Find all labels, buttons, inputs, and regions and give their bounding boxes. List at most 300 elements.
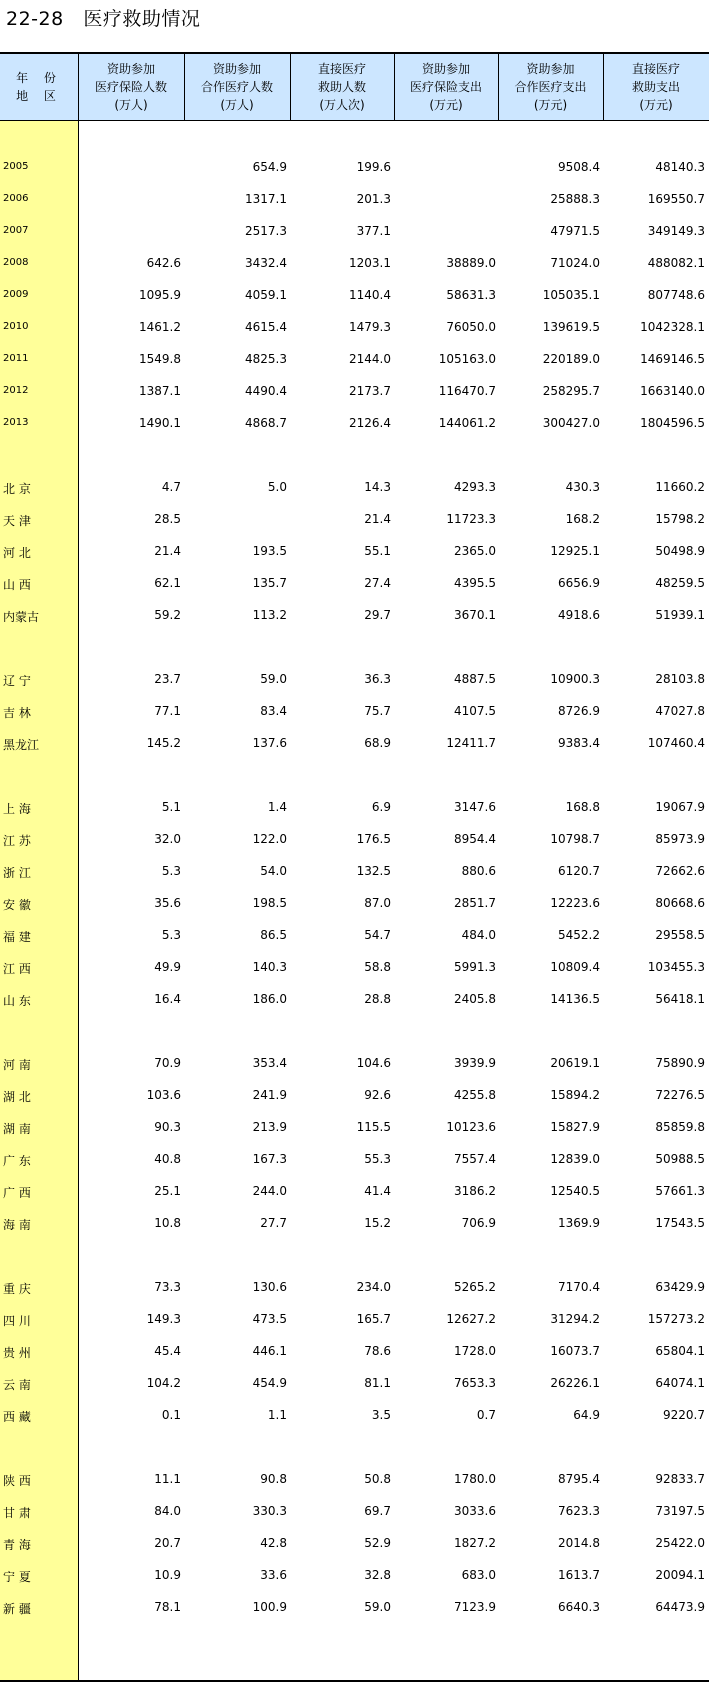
row-label: 江 西	[3, 962, 31, 976]
table-row	[0, 315, 709, 341]
cell-col-4: 1827.2	[454, 1536, 496, 1550]
cell-col-3: 58.8	[364, 960, 391, 974]
header-col-6-line-1: 直接医疗	[631, 62, 680, 76]
header-col-4-line-1: 资助参加	[421, 62, 470, 76]
row-label: 福 建	[3, 930, 31, 944]
row-label: 青 海	[3, 1538, 31, 1552]
cell-col-2: 27.7	[260, 1216, 287, 1230]
cell-col-6: 29558.5	[655, 928, 705, 942]
cell-col-4: 4887.5	[454, 672, 496, 686]
row-label: 河 北	[3, 546, 31, 560]
cell-col-4: 144061.2	[438, 416, 496, 430]
cell-col-3: 176.5	[356, 832, 391, 846]
cell-col-2: 137.6	[252, 736, 287, 750]
cell-col-5: 6656.9	[558, 576, 600, 590]
cell-col-2: 4059.1	[245, 288, 287, 302]
row-label: 重 庆	[3, 1282, 31, 1296]
table-row	[0, 379, 709, 405]
table-row	[0, 347, 709, 373]
cell-col-3: 132.5	[356, 864, 391, 878]
header-col-2	[184, 54, 290, 120]
table-row	[0, 699, 709, 725]
cell-col-3: 32.8	[364, 1568, 391, 1582]
cell-col-2: 1.4	[267, 800, 287, 814]
cell-col-2: 100.9	[252, 1600, 287, 1614]
header-col-5	[498, 54, 603, 120]
header-col-5-unit: (万元)	[533, 98, 568, 112]
cell-col-1: 1549.8	[139, 352, 181, 366]
cell-col-1: 32.0	[154, 832, 181, 846]
cell-col-2: 54.0	[260, 864, 287, 878]
cell-col-5: 8795.4	[558, 1472, 600, 1486]
cell-col-4: 76050.0	[446, 320, 496, 334]
table-row	[0, 187, 709, 213]
cell-col-1: 21.4	[154, 544, 181, 558]
row-label: 2009	[3, 289, 29, 300]
column-divider	[290, 54, 291, 120]
row-label: 2013	[3, 417, 29, 428]
cell-col-2: 1.1	[267, 1408, 287, 1422]
row-label: 辽 宁	[3, 674, 31, 688]
cell-col-6: 349149.3	[647, 224, 705, 238]
cell-col-3: 41.4	[364, 1184, 391, 1198]
table-row	[0, 219, 709, 245]
header-col-6-line-2: 救助支出	[631, 80, 680, 94]
cell-col-1: 16.4	[154, 992, 181, 1006]
row-label: 2011	[3, 353, 29, 364]
cell-col-4: 4293.3	[454, 480, 496, 494]
cell-col-3: 2144.0	[349, 352, 391, 366]
header-col-3-line-1: 直接医疗	[317, 62, 366, 76]
cell-col-1: 103.6	[146, 1088, 181, 1102]
cell-col-2: 654.9	[252, 160, 287, 174]
cell-col-3: 14.3	[364, 480, 391, 494]
cell-col-1: 145.2	[146, 736, 181, 750]
cell-col-1: 28.5	[154, 512, 181, 526]
cell-col-5: 5452.2	[558, 928, 600, 942]
cell-col-3: 92.6	[364, 1088, 391, 1102]
row-label: 上 海	[3, 802, 31, 816]
cell-col-4: 5265.2	[454, 1280, 496, 1294]
cell-col-1: 10.9	[154, 1568, 181, 1582]
table-row	[0, 155, 709, 181]
header-region-label: 地 区	[16, 89, 62, 103]
cell-col-6: 80668.6	[655, 896, 705, 910]
cell-col-6: 64074.1	[655, 1376, 705, 1390]
cell-col-6: 48140.3	[655, 160, 705, 174]
cell-col-5: 2014.8	[558, 1536, 600, 1550]
cell-col-1: 1095.9	[139, 288, 181, 302]
cell-col-4: 10123.6	[446, 1120, 496, 1134]
cell-col-4: 116470.7	[438, 384, 496, 398]
table-row	[0, 1051, 709, 1077]
row-label: 西 藏	[3, 1410, 31, 1424]
row-label: 天 津	[3, 514, 31, 528]
cell-col-5: 47971.5	[550, 224, 600, 238]
cell-col-4: 3939.9	[454, 1056, 496, 1070]
cell-col-1: 90.3	[154, 1120, 181, 1134]
cell-col-2: 4490.4	[245, 384, 287, 398]
table-row	[0, 1403, 709, 1429]
cell-col-2: 241.9	[252, 1088, 287, 1102]
cell-col-5: 20619.1	[550, 1056, 600, 1070]
cell-col-2: 4868.7	[245, 416, 287, 430]
cell-col-3: 69.7	[364, 1504, 391, 1518]
table-row	[0, 539, 709, 565]
table-row	[0, 859, 709, 885]
cell-col-2: 90.8	[260, 1472, 287, 1486]
row-label: 吉 林	[3, 706, 31, 720]
row-label: 湖 南	[3, 1122, 31, 1136]
cell-col-3: 201.3	[356, 192, 391, 206]
cell-col-1: 59.2	[154, 608, 181, 622]
row-label: 陕 西	[3, 1474, 31, 1488]
row-label: 广 东	[3, 1154, 31, 1168]
cell-col-4: 2405.8	[454, 992, 496, 1006]
cell-col-2: 1317.1	[245, 192, 287, 206]
cell-col-3: 54.7	[364, 928, 391, 942]
cell-col-6: 65804.1	[655, 1344, 705, 1358]
row-label: 海 南	[3, 1218, 31, 1232]
cell-col-6: 72662.6	[655, 864, 705, 878]
table-row	[0, 1115, 709, 1141]
cell-col-5: 9508.4	[558, 160, 600, 174]
row-label: 黑龙江	[3, 738, 40, 752]
cell-col-4: 7557.4	[454, 1152, 496, 1166]
cell-col-6: 85973.9	[655, 832, 705, 846]
cell-col-1: 5.3	[161, 928, 181, 942]
cell-col-4: 3186.2	[454, 1184, 496, 1198]
cell-col-2: 5.0	[267, 480, 287, 494]
cell-col-5: 4918.6	[558, 608, 600, 622]
cell-col-3: 377.1	[356, 224, 391, 238]
table-row	[0, 603, 709, 629]
cell-col-4: 8954.4	[454, 832, 496, 846]
table-row	[0, 923, 709, 949]
cell-col-3: 199.6	[356, 160, 391, 174]
cell-col-1: 20.7	[154, 1536, 181, 1550]
table-row	[0, 1595, 709, 1621]
table-row	[0, 827, 709, 853]
cell-col-4: 3670.1	[454, 608, 496, 622]
cell-col-2: 193.5	[252, 544, 287, 558]
header-col-2-line-2: 合作医疗人数	[200, 80, 273, 94]
cell-col-6: 92833.7	[655, 1472, 705, 1486]
cell-col-2: 42.8	[260, 1536, 287, 1550]
cell-col-3: 27.4	[364, 576, 391, 590]
cell-col-4: 38889.0	[446, 256, 496, 270]
cell-col-6: 72276.5	[655, 1088, 705, 1102]
header-col-5-line-1: 资助参加	[526, 62, 575, 76]
row-label: 2010	[3, 321, 29, 332]
cell-col-3: 1479.3	[349, 320, 391, 334]
cell-col-1: 1387.1	[139, 384, 181, 398]
cell-col-3: 1140.4	[349, 288, 391, 302]
cell-col-5: 71024.0	[550, 256, 600, 270]
header-bottom-rule	[0, 120, 709, 121]
cell-col-1: 23.7	[154, 672, 181, 686]
cell-col-5: 300427.0	[542, 416, 600, 430]
table-row	[0, 475, 709, 501]
cell-col-6: 64473.9	[655, 1600, 705, 1614]
cell-col-3: 68.9	[364, 736, 391, 750]
cell-col-2: 473.5	[252, 1312, 287, 1326]
table-row	[0, 1339, 709, 1365]
cell-col-5: 12540.5	[550, 1184, 600, 1198]
table-row	[0, 1499, 709, 1525]
row-label: 安 徽	[3, 898, 31, 912]
cell-col-6: 19067.9	[655, 800, 705, 814]
cell-col-2: 244.0	[252, 1184, 287, 1198]
cell-col-5: 16073.7	[550, 1344, 600, 1358]
cell-col-3: 2173.7	[349, 384, 391, 398]
cell-col-5: 168.2	[565, 512, 600, 526]
cell-col-5: 14136.5	[550, 992, 600, 1006]
header-col-1-line-2: 医疗保险人数	[94, 80, 167, 94]
cell-col-4: 12411.7	[446, 736, 496, 750]
cell-col-3: 55.3	[364, 1152, 391, 1166]
cell-col-3: 52.9	[364, 1536, 391, 1550]
cell-col-6: 85859.8	[655, 1120, 705, 1134]
cell-col-4: 2365.0	[454, 544, 496, 558]
cell-col-5: 10798.7	[550, 832, 600, 846]
cell-col-6: 107460.4	[647, 736, 705, 750]
column-divider	[184, 54, 185, 120]
cell-col-3: 115.5	[356, 1120, 391, 1134]
cell-col-5: 430.3	[565, 480, 600, 494]
table-row	[0, 1083, 709, 1109]
cell-col-3: 6.9	[371, 800, 391, 814]
cell-col-3: 59.0	[364, 1600, 391, 1614]
cell-col-4: 11723.3	[446, 512, 496, 526]
cell-col-4: 58631.3	[446, 288, 496, 302]
cell-col-1: 40.8	[154, 1152, 181, 1166]
cell-col-2: 3432.4	[245, 256, 287, 270]
cell-col-4: 7653.3	[454, 1376, 496, 1390]
column-divider	[603, 54, 604, 120]
cell-col-2: 135.7	[252, 576, 287, 590]
cell-col-5: 6640.3	[558, 1600, 600, 1614]
cell-col-5: 15894.2	[550, 1088, 600, 1102]
cell-col-2: 167.3	[252, 1152, 287, 1166]
cell-col-6: 56418.1	[655, 992, 705, 1006]
cell-col-6: 1804596.5	[640, 416, 705, 430]
cell-col-5: 220189.0	[542, 352, 600, 366]
cell-col-6: 28103.8	[655, 672, 705, 686]
cell-col-1: 25.1	[154, 1184, 181, 1198]
header-col-4-unit: (万元)	[429, 98, 463, 112]
table-bottom-rule	[0, 1680, 709, 1682]
table-row	[0, 731, 709, 757]
cell-col-1: 77.1	[154, 704, 181, 718]
cell-col-5: 8726.9	[558, 704, 600, 718]
cell-col-5: 105035.1	[542, 288, 600, 302]
table-row	[0, 507, 709, 533]
cell-col-5: 26226.1	[550, 1376, 600, 1390]
row-label: 浙 江	[3, 866, 31, 880]
row-label: 甘 肃	[3, 1506, 31, 1520]
cell-col-3: 81.1	[364, 1376, 391, 1390]
cell-col-6: 63429.9	[655, 1280, 705, 1294]
cell-col-4: 4255.8	[454, 1088, 496, 1102]
header-col-6	[603, 54, 709, 120]
cell-col-6: 57661.3	[655, 1184, 705, 1198]
table-row	[0, 1563, 709, 1589]
cell-col-4: 2851.7	[454, 896, 496, 910]
cell-col-5: 258295.7	[542, 384, 600, 398]
cell-col-1: 62.1	[154, 576, 181, 590]
cell-col-4: 683.0	[461, 1568, 496, 1582]
cell-col-3: 1203.1	[349, 256, 391, 270]
cell-col-2: 2517.3	[245, 224, 287, 238]
table-row	[0, 1531, 709, 1557]
cell-col-5: 7170.4	[558, 1280, 600, 1294]
cell-col-6: 47027.8	[655, 704, 705, 718]
cell-col-6: 75890.9	[655, 1056, 705, 1070]
cell-col-6: 103455.3	[647, 960, 705, 974]
table-row	[0, 251, 709, 277]
cell-col-6: 1663140.0	[640, 384, 705, 398]
header-col-3-unit: (万人次)	[319, 98, 365, 112]
row-label: 河 南	[3, 1058, 31, 1072]
header-col-3	[290, 54, 394, 120]
cell-col-5: 9383.4	[558, 736, 600, 750]
cell-col-4: 3147.6	[454, 800, 496, 814]
cell-col-1: 4.7	[161, 480, 181, 494]
cell-col-1: 104.2	[146, 1376, 181, 1390]
table-row	[0, 1371, 709, 1397]
cell-col-3: 21.4	[364, 512, 391, 526]
cell-col-4: 0.7	[476, 1408, 496, 1422]
cell-col-4: 1728.0	[454, 1344, 496, 1358]
cell-col-2: 130.6	[252, 1280, 287, 1294]
cell-col-1: 70.9	[154, 1056, 181, 1070]
cell-col-6: 50988.5	[655, 1152, 705, 1166]
cell-col-5: 10809.4	[550, 960, 600, 974]
cell-col-4: 880.6	[461, 864, 496, 878]
cell-col-4: 1780.0	[454, 1472, 496, 1486]
row-label: 宁 夏	[3, 1570, 31, 1584]
cell-col-2: 353.4	[252, 1056, 287, 1070]
cell-col-3: 55.1	[364, 544, 391, 558]
cell-col-2: 186.0	[252, 992, 287, 1006]
cell-col-5: 10900.3	[550, 672, 600, 686]
row-label: 江 苏	[3, 834, 31, 848]
header-col-6-unit: (万元)	[639, 98, 673, 112]
cell-col-3: 87.0	[364, 896, 391, 910]
table-row	[0, 667, 709, 693]
table-row	[0, 1307, 709, 1333]
cell-col-1: 45.4	[154, 1344, 181, 1358]
cell-col-2: 213.9	[252, 1120, 287, 1134]
cell-col-5: 7623.3	[558, 1504, 600, 1518]
cell-col-5: 12223.6	[550, 896, 600, 910]
row-label: 山 西	[3, 578, 31, 592]
row-label: 2005	[3, 161, 29, 172]
cell-col-4: 105163.0	[438, 352, 496, 366]
table-row	[0, 1211, 709, 1237]
row-label: 云 南	[3, 1378, 31, 1392]
cell-col-6: 51939.1	[655, 608, 705, 622]
cell-col-1: 5.3	[161, 864, 181, 878]
cell-col-5: 1613.7	[558, 1568, 600, 1582]
cell-col-5: 1369.9	[558, 1216, 600, 1230]
cell-col-2: 86.5	[260, 928, 287, 942]
cell-col-6: 20094.1	[655, 1568, 705, 1582]
cell-col-4: 4107.5	[454, 704, 496, 718]
cell-col-1: 1490.1	[139, 416, 181, 430]
cell-col-3: 15.2	[364, 1216, 391, 1230]
table-row	[0, 795, 709, 821]
cell-col-4: 484.0	[461, 928, 496, 942]
table-row	[0, 955, 709, 981]
cell-col-3: 28.8	[364, 992, 391, 1006]
header-col-3-line-2: 救助人数	[317, 80, 366, 94]
header-col-5-line-2: 合作医疗支出	[514, 80, 587, 94]
table-row	[0, 571, 709, 597]
header-col-2-line-1: 资助参加	[212, 62, 261, 76]
cell-col-6: 1042328.1	[640, 320, 705, 334]
cell-col-3: 75.7	[364, 704, 391, 718]
cell-col-2: 4615.4	[245, 320, 287, 334]
cell-col-5: 12925.1	[550, 544, 600, 558]
cell-col-6: 15798.2	[655, 512, 705, 526]
cell-col-4: 4395.5	[454, 576, 496, 590]
cell-col-6: 488082.1	[647, 256, 705, 270]
table-row	[0, 987, 709, 1013]
cell-col-6: 73197.5	[655, 1504, 705, 1518]
cell-col-3: 104.6	[356, 1056, 391, 1070]
cell-col-1: 149.3	[146, 1312, 181, 1326]
cell-col-6: 807748.6	[647, 288, 705, 302]
cell-col-6: 50498.9	[655, 544, 705, 558]
cell-col-1: 84.0	[154, 1504, 181, 1518]
row-label: 2006	[3, 193, 29, 204]
cell-col-2: 4825.3	[245, 352, 287, 366]
cell-col-6: 9220.7	[663, 1408, 705, 1422]
row-label: 山 东	[3, 994, 31, 1008]
cell-col-2: 83.4	[260, 704, 287, 718]
row-label: 北 京	[3, 482, 31, 496]
cell-col-1: 1461.2	[139, 320, 181, 334]
cell-col-5: 168.8	[565, 800, 600, 814]
header-col-1-unit: (万人)	[114, 98, 148, 112]
cell-col-6: 157273.2	[647, 1312, 705, 1326]
cell-col-1: 0.1	[161, 1408, 181, 1422]
cell-col-1: 73.3	[154, 1280, 181, 1294]
cell-col-4: 12627.2	[446, 1312, 496, 1326]
table-row	[0, 1467, 709, 1493]
cell-col-1: 78.1	[154, 1600, 181, 1614]
cell-col-3: 78.6	[364, 1344, 391, 1358]
cell-col-6: 11660.2	[655, 480, 705, 494]
row-label: 四 川	[3, 1314, 31, 1328]
row-label: 广 西	[3, 1186, 31, 1200]
cell-col-3: 234.0	[356, 1280, 391, 1294]
header-col-2-unit: (万人)	[220, 98, 254, 112]
cell-col-1: 11.1	[154, 1472, 181, 1486]
cell-col-4: 706.9	[461, 1216, 496, 1230]
row-label: 2012	[3, 385, 29, 396]
cell-col-1: 5.1	[161, 800, 181, 814]
cell-col-3: 50.8	[364, 1472, 391, 1486]
cell-col-2: 140.3	[252, 960, 287, 974]
cell-col-2: 59.0	[260, 672, 287, 686]
cell-col-5: 139619.5	[542, 320, 600, 334]
header-region-year	[0, 54, 78, 120]
cell-col-5: 15827.9	[550, 1120, 600, 1134]
cell-col-3: 29.7	[364, 608, 391, 622]
